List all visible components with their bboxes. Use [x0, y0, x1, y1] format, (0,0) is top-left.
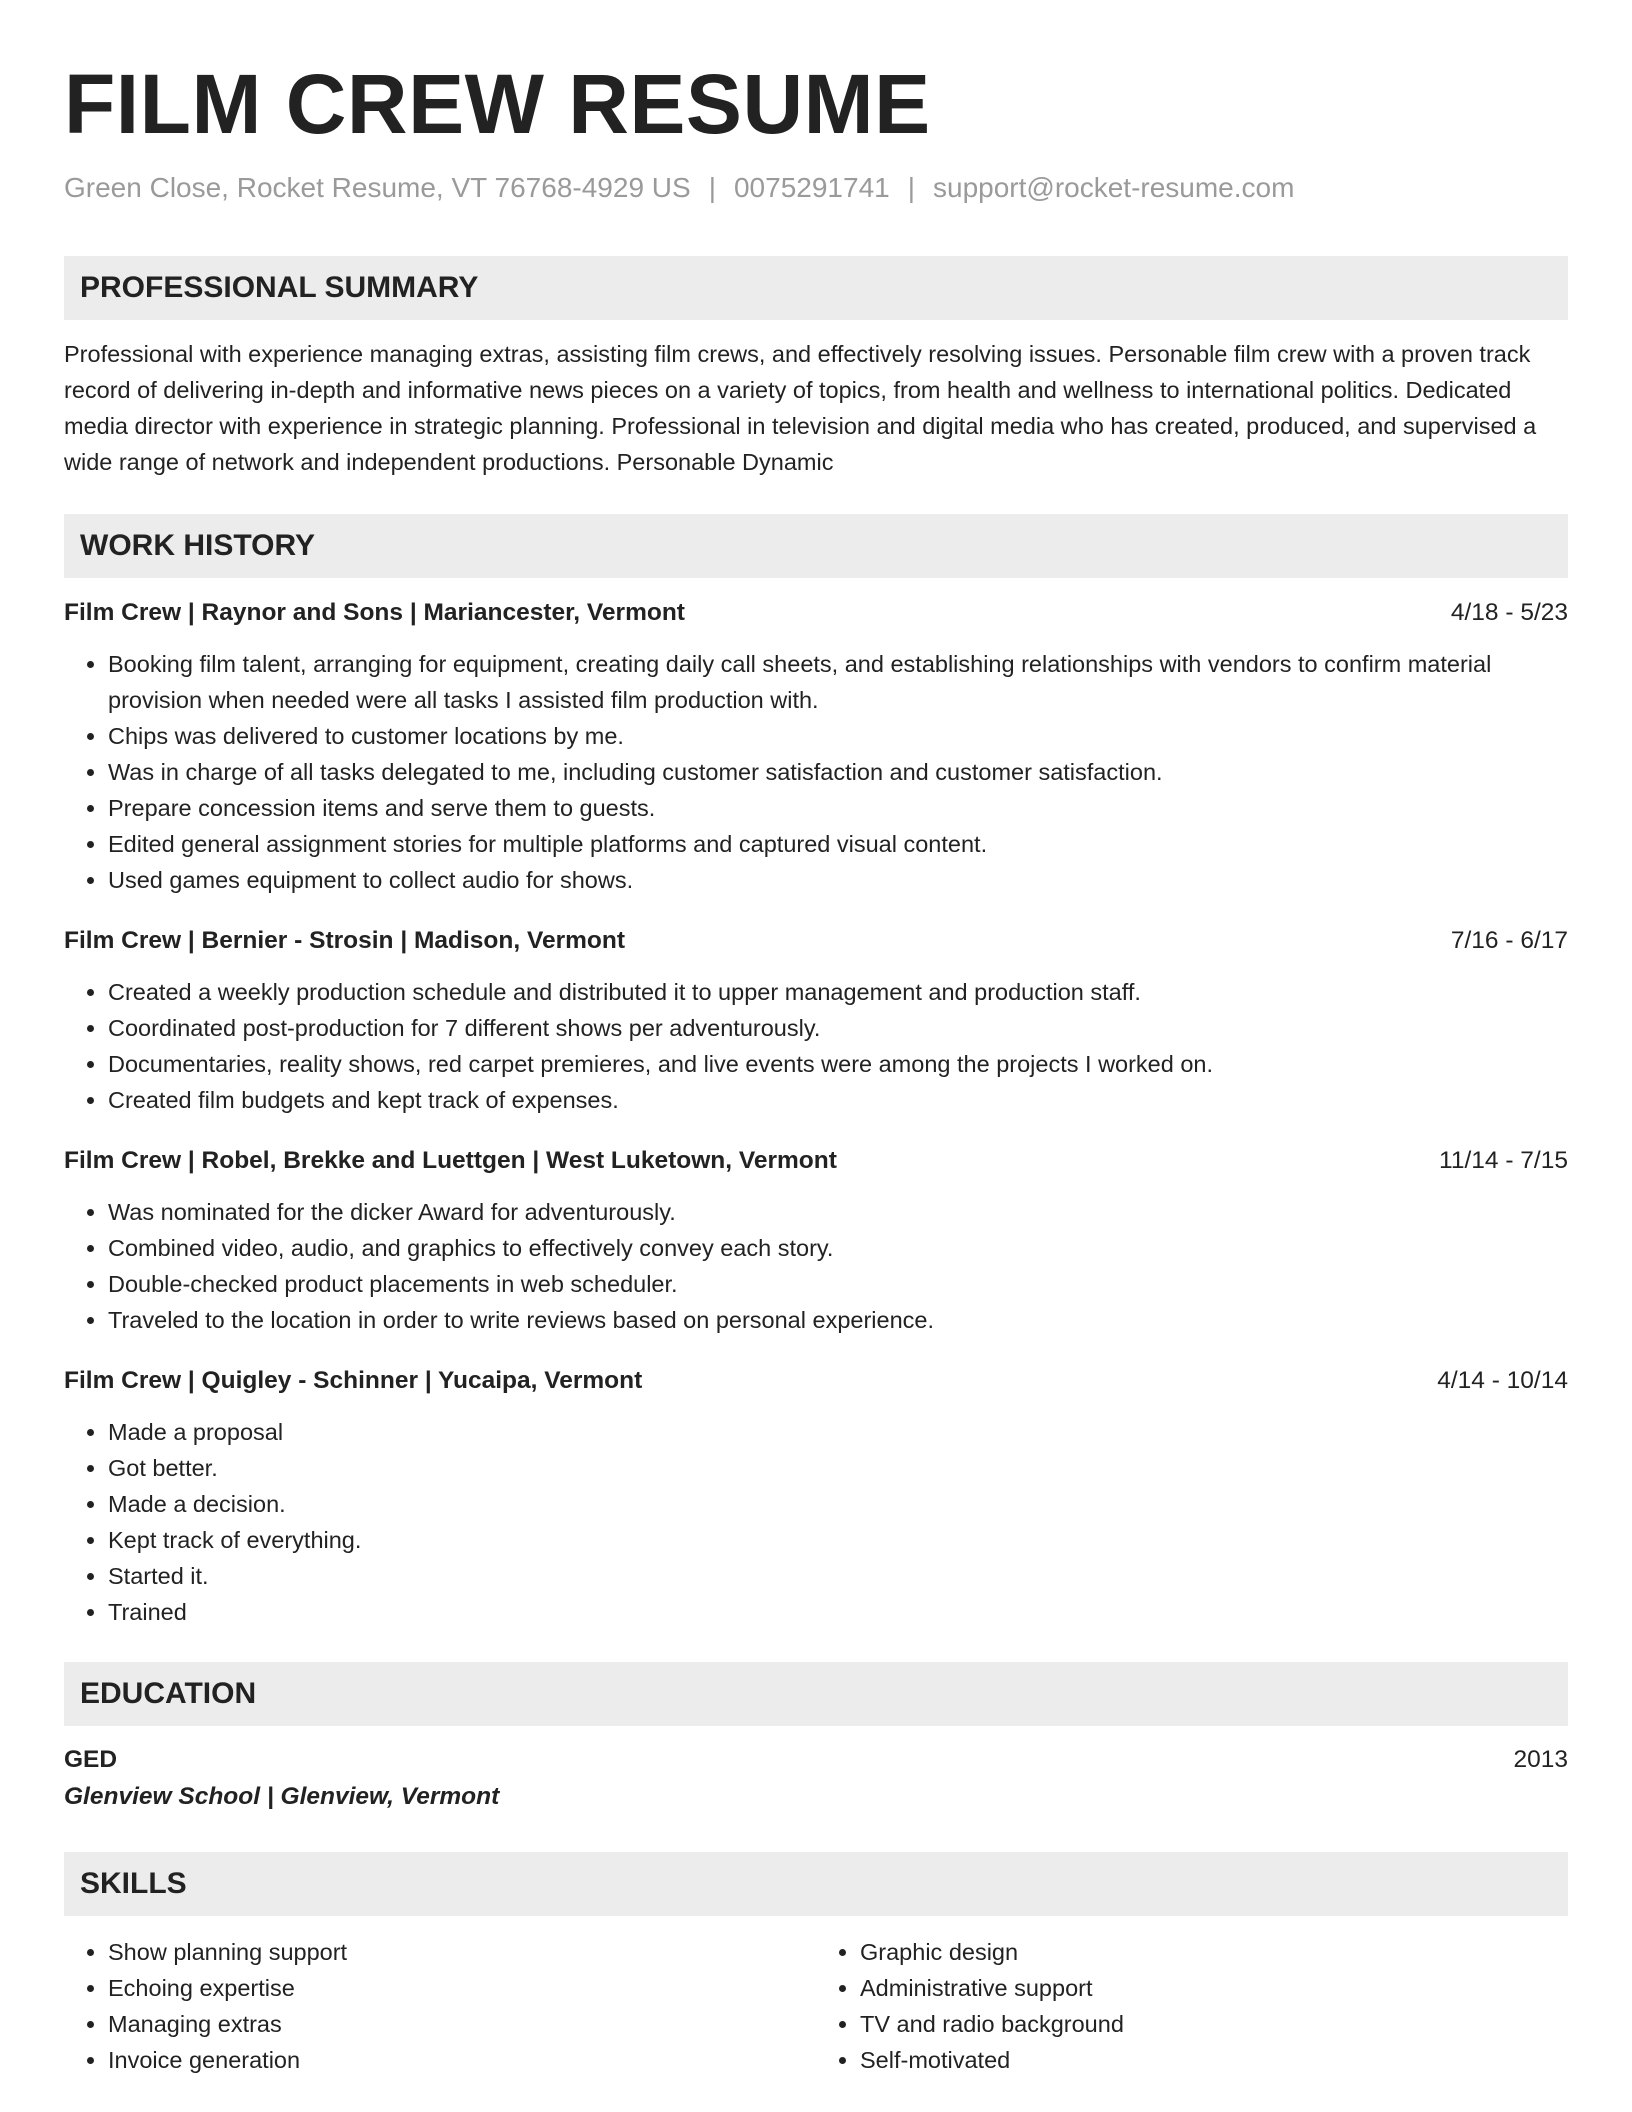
skill-item: • Show planning support [108, 1934, 816, 1970]
job-dates: 7/16 - 6/17 [1450, 927, 1568, 954]
job-bullets [64, 646, 1568, 898]
job-bullet: • Edited general assignment stories for multiple platforms and captured visual content. [108, 826, 1568, 862]
job-title: Film Crew | Quigley - Schinner | Yucaipa, Vermont [64, 1367, 643, 1394]
resume-title: FILM CREW RESUME [64, 57, 931, 151]
job-bullet: • Started it. [108, 1558, 1568, 1594]
job-bullet: • Used games equipment to collect audio for shows. [108, 862, 1568, 898]
job-entry [64, 1364, 1568, 1630]
job-header [64, 924, 1568, 958]
job-bullet: • Was nominated for the dicker Award for adventurously. [108, 1194, 1568, 1230]
job-bullet: • Prepare concession items and serve them to guests. [108, 790, 1568, 826]
skill-item: • Invoice generation [108, 2042, 816, 2078]
skill-item: • TV and radio background [860, 2006, 1568, 2042]
job-bullet: • Double-checked product placements in web scheduler. [108, 1266, 1568, 1302]
job-bullets [64, 1414, 1568, 1630]
contact-separator: | [907, 172, 915, 203]
contact-separator: | [708, 172, 716, 203]
job-bullet: • Trained [108, 1594, 1568, 1630]
job-title: Film Crew | Bernier - Strosin | Madison, Vermont [64, 927, 625, 954]
job-bullet: • Chips was delivered to customer locations by me. [108, 718, 1568, 754]
skill-item: • Echoing expertise [108, 1970, 816, 2006]
job-bullet: • Was in charge of all tasks delegated to me, including customer satisfaction and customer satisfaction. [108, 754, 1568, 790]
job-bullets [64, 974, 1568, 1118]
section-header-summary: PROFESSIONAL SUMMARY [64, 256, 1568, 320]
job-title: Film Crew | Raynor and Sons | Mariancester, Vermont [64, 599, 685, 626]
skills-column-left [64, 1934, 816, 2078]
section-header-education: EDUCATION [64, 1662, 1568, 1726]
job-bullet: • Coordinated post-production for 7 different shows per adventurously. [108, 1010, 1568, 1046]
summary-text: Professional with experience managing extras, assisting film crews, and effectively resolving issues. Personable film crew with a proven track record of delivering in-depth and informative news pieces on a variety of topics, from health and wellness to international politics. Dedicated media director with experience in strategic planning. Professional in television and digital media who has created, produced, and supervised a wide range of network and independent productions. Personable Dynamic [64, 341, 1537, 475]
job-header [64, 1144, 1568, 1178]
skill-item: • Managing extras [108, 2006, 816, 2042]
job-dates: 4/18 - 5/23 [1450, 599, 1568, 626]
job-bullet: • Created a weekly production schedule and distributed it to upper management and production staff. [108, 974, 1568, 1010]
education-year: 2013 [1513, 1746, 1568, 1773]
skills-column-right [816, 1934, 1568, 2078]
contact-address: Green Close, Rocket Resume, VT 76768-4929 US [64, 172, 691, 203]
job-title: Film Crew | Robel, Brekke and Luettgen | West Luketown, Vermont [64, 1147, 837, 1174]
job-entry [64, 1144, 1568, 1338]
job-bullet: • Made a proposal [108, 1414, 1568, 1450]
job-dates: 4/14 - 10/14 [1437, 1367, 1568, 1394]
job-header [64, 596, 1568, 630]
job-bullet: • Combined video, audio, and graphics to effectively convey each story. [108, 1230, 1568, 1266]
job-bullet: • Made a decision. [108, 1486, 1568, 1522]
job-bullet: • Traveled to the location in order to write reviews based on personal experience. [108, 1302, 1568, 1338]
job-dates: 11/14 - 7/15 [1439, 1147, 1568, 1174]
contact-email: support@rocket-resume.com [933, 172, 1295, 203]
job-bullet: • Created film budgets and kept track of expenses. [108, 1082, 1568, 1118]
contact-phone: 0075291741 [733, 172, 890, 203]
section-header-work-history: WORK HISTORY [64, 514, 1568, 578]
job-entry [64, 596, 1568, 898]
job-entry [64, 924, 1568, 1118]
education-degree: GED [64, 1746, 118, 1773]
section-header-skills: SKILLS [64, 1852, 1568, 1916]
skill-item: • Self-motivated [860, 2042, 1568, 2078]
skills-grid [64, 1934, 1568, 2078]
job-bullets [64, 1194, 1568, 1338]
education-school: Glenview School | Glenview, Vermont [64, 1783, 500, 1810]
education-row [64, 1742, 1568, 1778]
job-bullet: • Booking film talent, arranging for equipment, creating daily call sheets, and establishing relationships with vendors to confirm material provision when needed were all tasks I assisted film production with. [108, 646, 1568, 718]
skill-item: • Graphic design [860, 1934, 1568, 1970]
job-header [64, 1364, 1568, 1398]
job-bullet: • Documentaries, reality shows, red carpet premieres, and live events were among the projects I worked on. [108, 1046, 1568, 1082]
job-bullet: • Got better. [108, 1450, 1568, 1486]
job-bullet: • Kept track of everything. [108, 1522, 1568, 1558]
skill-item: • Administrative support [860, 1970, 1568, 2006]
contact-line [64, 172, 1568, 204]
